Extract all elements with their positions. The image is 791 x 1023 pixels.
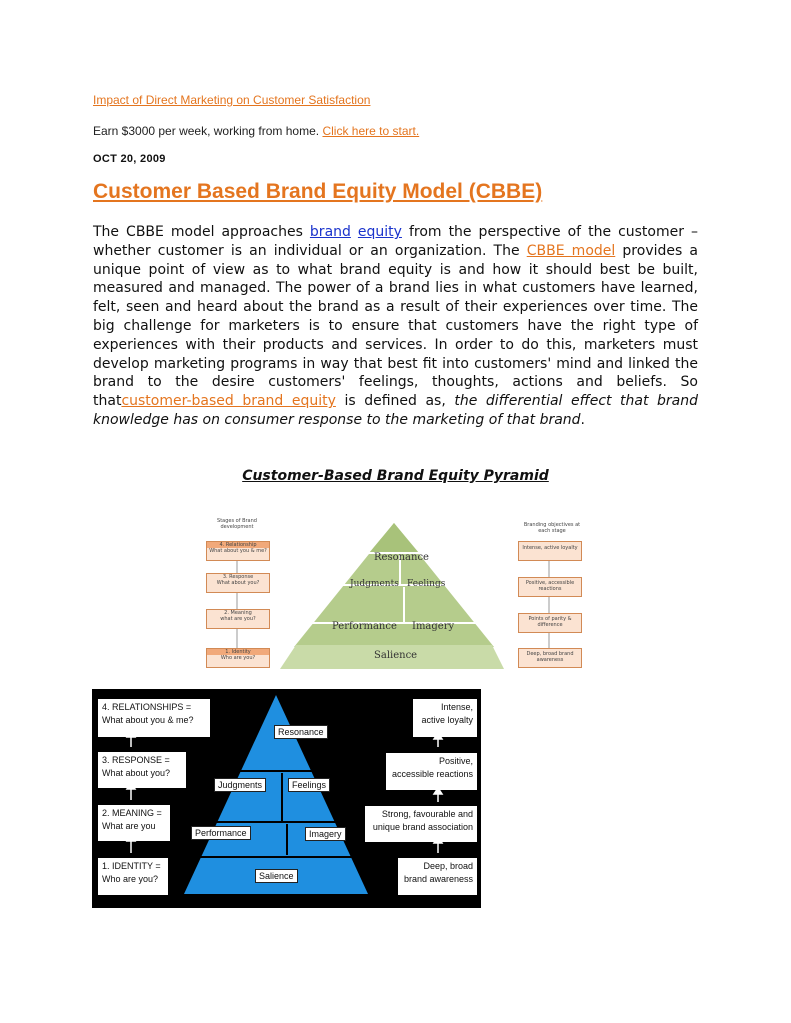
post-date: OCT 20, 2009: [93, 153, 166, 165]
objective-text: Points of parity & difference: [528, 616, 572, 628]
box-line: What are you: [102, 821, 156, 831]
box-line: unique brand association: [372, 822, 473, 832]
stage-title: 3. Response: [222, 574, 254, 580]
cbbe-model-link[interactable]: CBBE model: [526, 242, 616, 259]
cbbe-link[interactable]: customer-based brand equity: [121, 393, 336, 410]
body-text: .: [580, 411, 585, 428]
association-box: [365, 806, 477, 842]
level-judgments: Judgments: [214, 778, 266, 792]
body-text: provides a unique point of view as to what brand equity is and how it should best be built, measured and managed. The power of a brand lies in what customers have learned, felt, seen and heard about the brand as a result of their experiences over time. The big challenge for marketers is to ensure that customers have the right type of experiences with their products and services. In order to do this, marketers must develop marketing programs in way that best fit into customers' mind and linked the brand to the desire customers' feelings, thoughts, actions and beliefs. So that: [93, 242, 699, 410]
box-line: Who are you?: [102, 874, 159, 884]
green-pyramid-diagram: [204, 515, 586, 670]
box-line: 2. MEANING =: [102, 808, 162, 818]
box-line: 1. IDENTITY =: [102, 861, 161, 871]
awareness-box: [398, 858, 477, 895]
objective-text: Deep, broad brand awareness: [526, 651, 574, 663]
pyramid-caption: Customer-Based Brand Equity Pyramid: [242, 468, 549, 484]
post-title-link[interactable]: Customer Based Brand Equity Model (CBBE): [93, 180, 543, 203]
box-line: Positive,: [438, 756, 473, 766]
brand-link[interactable]: brand: [309, 224, 351, 240]
meaning-box: [98, 805, 170, 841]
stage-title: 1. Identity: [207, 649, 269, 655]
response-box: [98, 752, 186, 788]
post-title: [93, 180, 542, 204]
box-line: What about you?: [102, 768, 171, 778]
box-line: accessible reactions: [391, 769, 473, 779]
level-salience: Salience: [255, 869, 298, 883]
definition-text: the differential effect that brand knowledge has on consumer response to the marketing of that brand: [93, 393, 699, 428]
green-pyramid-graphic: [204, 515, 586, 670]
level-performance: Performance: [332, 621, 397, 632]
level-feelings: Feelings: [407, 579, 446, 589]
box-line: 3. RESPONSE =: [102, 755, 170, 765]
objective-text: Intense, active loyalty: [522, 545, 578, 551]
stage-title: 4. Relationship: [207, 542, 269, 548]
blue-pyramid-diagram: [92, 689, 481, 908]
promo-text: Earn $3000 per week, working from home.: [93, 124, 320, 138]
promo-line: [93, 124, 419, 138]
stage-sub: What about you?: [216, 580, 260, 586]
post-body: [93, 223, 698, 430]
pyramid-resonance: [369, 523, 419, 553]
relationships-box: [98, 699, 210, 737]
level-imagery: Imagery: [305, 827, 346, 841]
level-feelings: Feelings: [288, 778, 330, 792]
reactions-box: [386, 753, 477, 790]
level-performance: Performance: [191, 826, 251, 840]
level-judgments: Judgments: [350, 579, 399, 589]
stages-caption: Stages of Brand development: [217, 518, 257, 530]
stage-sub: Who are you?: [220, 655, 256, 661]
body-text: is defined as,: [344, 393, 446, 410]
promo-link[interactable]: Click here to start.: [322, 124, 420, 138]
stage-sub: What about you & me?: [209, 548, 267, 554]
box-line: What about you & me?: [102, 715, 194, 725]
previous-post-link[interactable]: Impact of Direct Marketing on Customer Satisfaction: [93, 93, 371, 107]
box-line: Strong, favourable and: [381, 809, 473, 819]
box-line: Deep, broad: [423, 861, 473, 871]
identity-box: [98, 858, 168, 895]
box-line: Intense,: [440, 702, 473, 712]
body-text: from the perspective of the customer – whether customer is an individual or an organization. The: [93, 224, 699, 259]
equity-link[interactable]: equity: [357, 224, 402, 240]
box-line: 4. RELATIONSHIPS =: [102, 702, 192, 712]
objectives-caption: Branding objectives at each stage: [523, 522, 581, 534]
box-line: active loyalty: [421, 715, 473, 725]
box-line: brand awareness: [403, 874, 473, 884]
objective-text: Positive, accessible reactions: [525, 580, 575, 592]
level-imagery: Imagery: [412, 621, 455, 632]
body-text: The CBBE model approaches: [93, 224, 303, 240]
level-salience: Salience: [374, 650, 418, 661]
stage-sub: what are you?: [220, 616, 256, 622]
loyalty-box: [413, 699, 477, 737]
level-resonance: Resonance: [374, 552, 429, 563]
level-resonance: Resonance: [274, 725, 328, 739]
stage-title: 2. Meaning: [224, 610, 252, 616]
